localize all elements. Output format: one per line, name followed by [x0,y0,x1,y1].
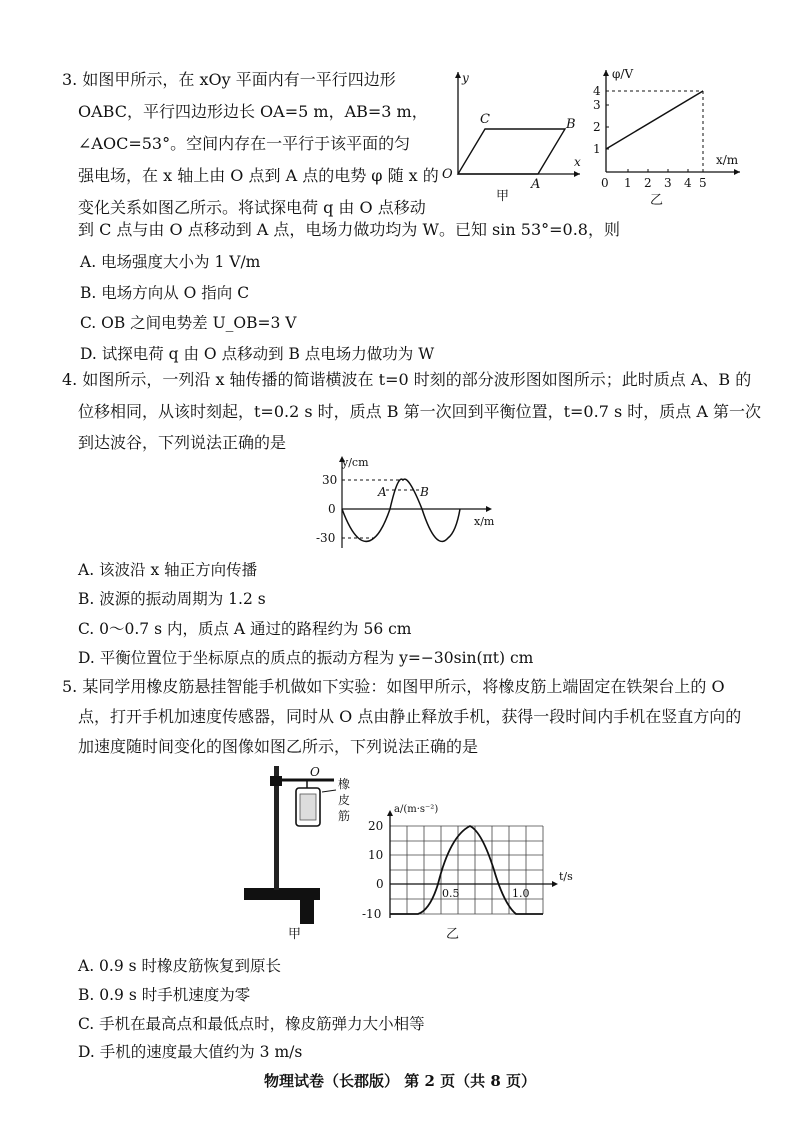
q3-figure-yi [590,64,750,206]
y-label: a/(m·s⁻²) [394,804,439,815]
y-label: y/cm [342,456,369,469]
stand-base [244,888,320,900]
label-o: O [310,765,320,779]
q5-option-d: D. 手机的速度最大值约为 3 m/s [78,1043,303,1061]
ytick-0: 0 [376,877,384,891]
ytick-30: 30 [322,473,338,487]
y-label: φ/V [612,67,634,81]
q5-option-c: C. 手机在最高点和最低点时，橡皮筋弹力大小相等 [78,1015,425,1033]
q4-wave-figure [310,452,510,552]
q5-line-2: 点，打开手机加速度传感器，同时从 O 点由静止释放手机，获得一段时间内手机在竖直方向的 [78,707,742,726]
ytick-neg30: -30 [316,531,336,545]
q4-option-c: C. 0～0.7 s 内，质点 A 通过的路程约为 56 cm [78,620,412,638]
x-label: x/m [716,153,739,167]
q3-line-1: 3. 如图甲所示，在 xOy 平面内有一平行四边形 [62,70,396,89]
label-b: B [566,117,576,132]
x-label: x [574,155,581,169]
x-label: x/m [474,515,495,528]
label-band-3: 筋 [338,809,351,823]
q4-option-b: B. 波源的振动周期为 1.2 s [78,590,266,608]
phi-line [606,91,703,149]
q3-option-d: D. 试探电荷 q 由 O 点移动到 B 点电场力做功为 W [80,345,435,363]
caption-jia: 甲 [288,927,302,942]
caption-yi: 乙 [650,193,664,206]
xtick-0: 0 [601,176,609,190]
y-label: y [462,71,469,85]
q5-line-1: 5. 某同学用橡皮筋悬挂智能手机做如下实验：如图甲所示，将橡皮筋上端固定在铁架台上的 O [62,677,725,696]
label-b: B [420,485,429,499]
q3-option-b: B. 电场方向从 O 指向 C [80,284,250,302]
x-label: t/s [559,870,573,883]
q5-line-3: 加速度随时间变化的图像如图乙所示，下列说法正确的是 [78,737,479,756]
caption-jia: 甲 [496,189,510,204]
q3-line-2: OABC，平行四边形边长 OA=5 m，AB=3 m， [78,102,428,121]
q4-line-1: 4. 如图所示，一列沿 x 轴传播的简谐横波在 t=0 时刻的部分波形图如图所示；此时质点 A、B 的 [62,370,752,389]
label-band-2: 皮 [338,793,351,807]
q5-option-b: B. 0.9 s 时手机速度为零 [78,986,251,1004]
q5-option-a: A. 0.9 s 时橡皮筋恢复到原长 [78,957,282,975]
wave-curve [342,479,460,541]
xtick-2: 2 [644,176,652,190]
q4-option-a: A. 该波沿 x 轴正方向传播 [78,561,258,579]
ytick-neg10: -10 [362,907,382,921]
ytick-2: 2 [593,120,601,134]
label-band-1: 橡 [338,777,351,791]
xtick-1: 1 [624,176,632,190]
caption-yi: 乙 [446,927,460,942]
grid [390,826,543,914]
xtick-3: 3 [664,176,672,190]
ytick-1: 1 [593,142,601,156]
xtick-5: 5 [699,176,707,190]
xtick-4: 4 [684,176,692,190]
q5-figure-jia [240,760,360,942]
q3-figure-jia [438,66,588,206]
q3-option-a: A. 电场强度大小为 1 V/m [80,253,261,271]
q4-line-3: 到达波谷，下列说法正确的是 [78,433,287,452]
ytick-0: 0 [328,502,336,516]
ytick-20: 20 [368,819,384,833]
xtick-1-0: 1.0 [512,887,530,900]
label-c: C [480,112,490,127]
page-footer: 物理试卷（长郡版） 第 2 页（共 8 页） [264,1072,536,1090]
label-a: A [378,485,387,499]
q3-line-5: 变化关系如图乙所示。将试探电荷 q 由 O 点移动 [78,198,426,217]
q3-line-3: ∠AOC=53°。空间内存在一平行于该平面的匀 [78,134,411,153]
ytick-4: 4 [593,84,601,98]
q3-line-4: 强电场，在 x 轴上由 O 点到 A 点的电势 φ 随 x 的 [78,166,439,185]
q3-line-6: 到 C 点与由 O 点移动到 A 点，电场力做功均为 W。已知 sin 53°=0.8，则 [78,220,620,239]
label-a: A [531,177,541,192]
xtick-0-5: 0.5 [442,887,460,900]
ytick-3: 3 [593,98,601,112]
ytick-10: 10 [368,848,384,862]
q3-option-c: C. OB 之间电势差 U_OB=3 V [80,314,297,332]
parallelogram-oabc [458,129,565,174]
q4-line-2: 位移相同，从该时刻起，t=0.2 s 时，质点 B 第一次回到平衡位置，t=0.7 s 时，质点 A 第一次 [78,402,761,421]
label-o: O [442,167,453,182]
q4-option-d: D. 平衡位置位于坐标原点的质点的振动方程为 y=−30sin(πt) cm [78,649,534,667]
q5-figure-yi [360,800,580,942]
